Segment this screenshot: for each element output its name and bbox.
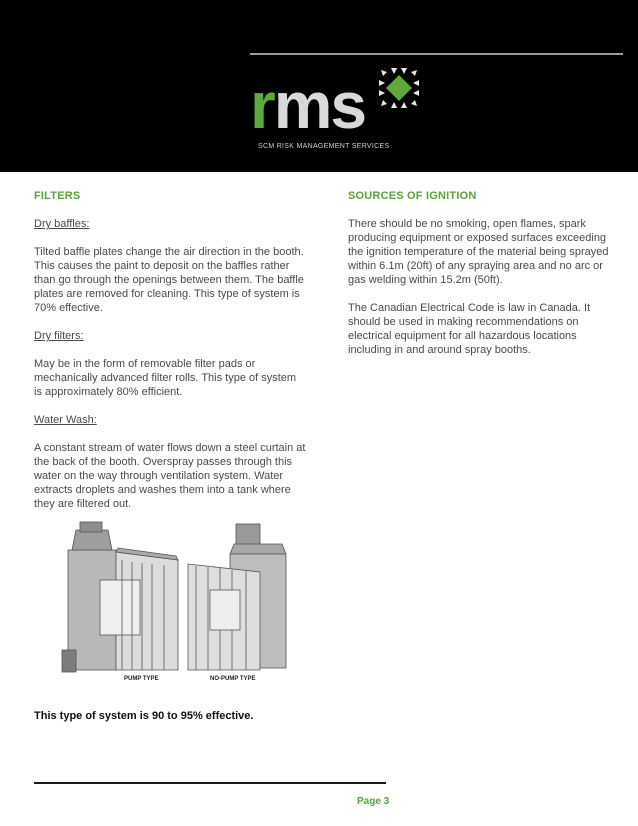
figure-caption: This type of system is 90 to 95% effective. [34,710,254,722]
header-banner [0,0,638,172]
page-number: Page 3 [357,796,390,807]
ignition-para-2: The Canadian Electrical Code is law in Canada. It should be used in making recommendations on electrical equipment for all hazardous locations including in and around spray booths. [348,302,591,356]
filters-heading: FILTERS [34,190,81,202]
star-diamond-logo-icon [377,66,421,110]
footer-divider [34,782,386,784]
header-divider [250,53,623,55]
pump-type-booth [62,522,178,672]
dry-baffles-title: Dry baffles: [34,218,90,230]
spray-booth-illustration [60,520,298,690]
dry-baffles-text: Tilted baffle plates change the air direction in the booth. This causes the paint to deposit on the baffles rather than go through the openings between them. The baffle plates are removed for cleaning. This type of system is 70% effective. [34,246,304,314]
water-wash-text: A constant stream of water flows down a steel curtain at the back of the booth. Overspray passes through this water on the way through ventilation system. Water extracts droplets and washes them into a tank where they are filtered out. [34,442,306,510]
logo-letters-ms: ms [273,68,366,142]
logo-tagline: SCM RISK MANAGEMENT SERVICES [258,143,390,150]
ignition-column [348,189,618,371]
pump-type-label: PUMP TYPE [124,676,159,682]
logo-letter-r: r [250,68,274,142]
dry-filters-title: Dry filters: [34,330,84,342]
filters-column [34,189,306,525]
dry-filters-text: May be in the form of removable filter pads or mechanically advanced filter rolls. This type of system is approximately 80% efficient. [34,358,297,398]
no-pump-type-label: NO-PUMP TYPE [210,676,256,682]
logo-wordmark [250,70,365,140]
water-wash-title: Water Wash: [34,414,97,426]
ignition-heading: SOURCES OF IGNITION [348,190,477,202]
no-pump-type-booth [188,524,286,670]
ignition-para-1: There should be no smoking, open flames, spark producing equipment or exposed surfaces exceeding the ignition temperature of the material being sprayed within 6.1m (20ft) of any spraying area and no arc or gas welding within 15.2m (50ft). [348,218,609,286]
